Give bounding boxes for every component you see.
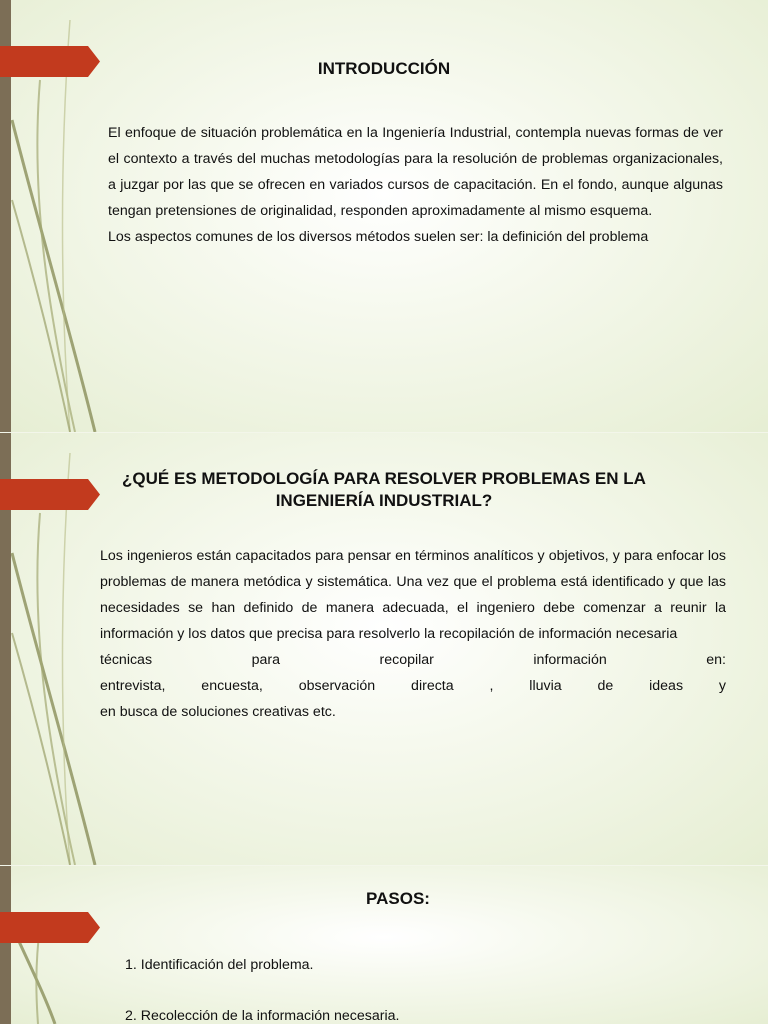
intro-text-2: Los aspectos comunes de los diversos métodos suelen ser: la definición del problema: [108, 229, 649, 245]
metodologia-text: Los ingenieros están capacitados para pensar en términos analíticos y objetivos, y para enfocar los problemas de manera metódica y sistemática. Una vez que el problema está identificado y que las necesidades se han definido de manera adecuada, el ingeniero debe comenzar a reunir la información y los datos que precisa para resolverlo la recopilación de información necesaria: [100, 548, 726, 642]
intro-paragraph: [108, 120, 723, 250]
slide-title-line2: INGENIERÍA INDUSTRIAL?: [275, 491, 493, 510]
tecnicas-line: técnicas para recopilar información en:: [100, 652, 726, 668]
slide-title: PASOS:: [366, 889, 430, 908]
slide-title: [0, 468, 768, 512]
step-item-2: 2. Recolección de la información necesaria.: [125, 1008, 400, 1024]
final-line: en busca de soluciones creativas etc.: [100, 704, 336, 720]
slide-title-line1: ¿QUÉ ES METODOLOGÍA PARA RESOLVER PROBLEMAS EN LA: [122, 469, 646, 488]
slide-metodologia: [0, 433, 768, 865]
step-item-1: 1. Identificación del problema.: [125, 957, 314, 973]
title-arrow-marker: [0, 912, 100, 943]
slide-introduccion: [0, 0, 768, 432]
entrevista-line: entrevista, encuesta, observación directa , lluvia de ideas y: [100, 678, 726, 694]
intro-text: El enfoque de situación problemática en la Ingeniería Industrial, contempla nuevas formas de ver el contexto a través del muchas metodologías para la resolución de problemas organizacionales, a juzgar por las que se ofrecen en variados cursos de capacitación. En el fondo, aunque algunas tengan pretensiones de originalidad, responden aproximadamente al mismo esquema.: [108, 125, 723, 219]
slide-pasos: [0, 866, 768, 1024]
slide-title: INTRODUCCIÓN: [317, 59, 451, 78]
metodologia-paragraph: [100, 543, 726, 725]
